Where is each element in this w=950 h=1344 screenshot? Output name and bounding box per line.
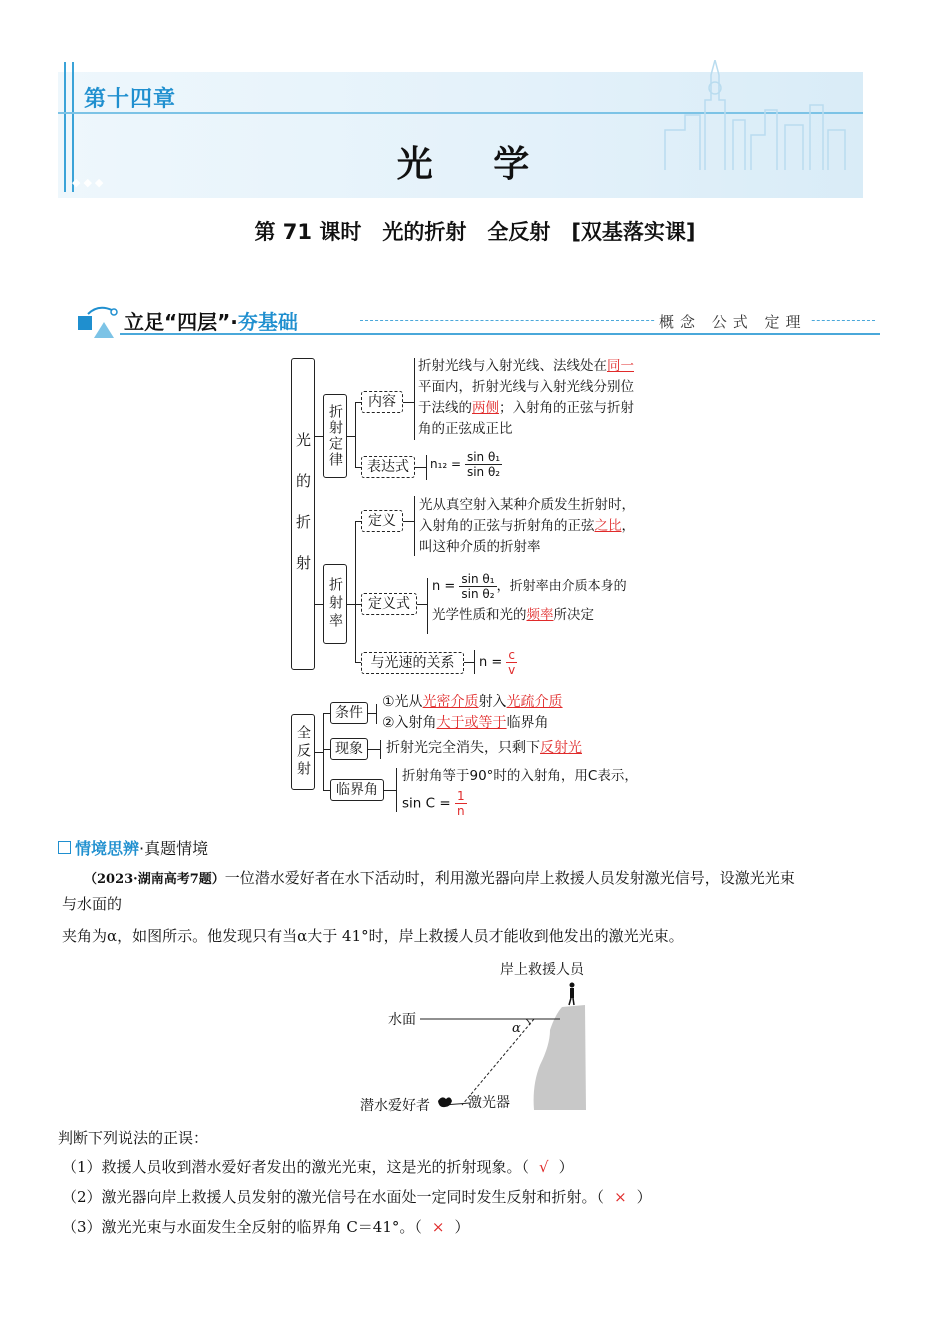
branch-law-label: 折射定律 [327,404,343,468]
text-run: 一位潜水爱好者在水下活动时，利用激光器向岸上救援人员发射激光信号，设激光光束 [224,869,795,887]
tir-phen-label: 现象 [330,738,368,760]
text-run: ；入射角的正弦与折射 [499,400,634,416]
mindmap-root [291,358,315,670]
judge-item-text: （2）激光器向岸上救援人员发射的激光信号在水面处一定同时发生反射和折射。（ [62,1188,605,1206]
text-run: n = [432,579,456,594]
tir-root-label: 全反射 [295,725,311,779]
judge-item [62,1216,469,1237]
answer-text: 光疏介质 [506,694,563,710]
bracket [414,496,415,556]
section-title-main: 立足“四层” [124,310,231,334]
connector [384,790,396,791]
section-title-dot: · [230,310,238,334]
text-run: 所决定 [553,607,594,623]
bracket [427,578,428,634]
fraction-denominator: n [456,804,465,818]
law-expression [430,450,502,479]
connector [347,604,355,605]
text-run: n = [479,655,503,670]
connector [403,521,414,522]
judge-answer-mark: × [431,1218,445,1236]
tir-cond-label: 条件 [330,702,368,724]
connector [323,713,330,714]
judge-item-end: ） [558,1158,574,1176]
fraction-denominator: sin θ₂ [461,587,495,601]
connector [323,749,330,750]
diamond-decoration-icon: ◆◆◆ [72,176,107,189]
section-icon [78,304,120,338]
text-run: 临界角 [506,715,549,731]
judge-item [62,1186,652,1207]
index-formula-label: 定义式 [361,593,417,615]
lesson-title: 第 71 课时 光的折射 全反射 [双基落实课] [254,220,696,244]
index-formula-text [432,572,672,626]
connector [368,749,380,750]
answer-text: 反射光 [540,740,582,756]
figure-alpha-label: α [512,1021,521,1036]
text-run: 平面内，折射光线与入射光线分别位 [418,379,634,395]
text-run: 射入 [478,694,507,710]
connector [347,436,355,437]
branch-law [323,394,347,478]
judge-instruction: 判断下列说法的正误： [58,1129,209,1147]
tir-root [291,714,315,790]
tir-crit-label: 临界角 [330,779,384,801]
answer-text: 同一 [607,358,634,374]
fraction-numerator: sin θ₁ [461,572,495,586]
text-run: sin C = [402,795,451,812]
bracket [414,358,415,440]
scenario-figure [350,955,610,1115]
text-run: 光从真空射入某种介质发生折射时， [419,497,635,513]
text-run: ①光从 [382,694,423,710]
section-tags: 概念 公式 定理 [655,311,811,332]
text-run: 角的正弦成正比 [418,421,513,437]
connector [315,436,323,437]
index-speed-formula [479,648,517,677]
fraction-numerator: c [508,648,516,662]
tir-phen-text [386,738,582,759]
text-run: 折射角等于90°时的入射角，用C表示， [402,768,638,784]
bracket [426,455,427,480]
answer-text: 之比 [594,518,622,534]
law-content-text [418,356,668,440]
judge-item-text: （1）救援人员收到潜水爱好者发出的激光光束，这是光的折射现象。（ [62,1158,530,1176]
law-content-label: 内容 [361,391,403,413]
text-run: ②入射角 [382,715,437,731]
connector [415,467,426,468]
tir-crit-text [402,766,638,818]
text-run: 与水面的 [62,895,123,913]
answer-text: 频率 [526,607,554,623]
fraction-numerator: 1 [456,789,465,803]
chapter-title: 光 学 [396,144,554,185]
connector [315,752,323,753]
text-run: 折射光线与入射光线、法线处在 [418,358,607,374]
index-speed-label: 与光速的关系 [361,652,464,674]
judge-item-end: ） [636,1188,652,1206]
judge-item-end: ） [454,1218,470,1236]
mindmap-root-label: 光的折射 [294,432,312,596]
section-title [124,306,298,335]
tir-cond-text [382,692,563,734]
index-def-label: 定义 [361,510,403,532]
connector [323,713,324,791]
scenario-header-rest: ·真题情境 [139,839,209,858]
figure-diver-label: 潜水爱好者 [360,1098,430,1114]
scenario-paragraph [62,866,892,948]
judge-answer-mark: √ [539,1158,549,1176]
fraction-numerator: sin θ₁ [466,450,501,464]
figure-drawing [350,955,610,1115]
checkbox-square-icon [58,841,71,854]
figure-laser-label: 激光器 [468,1095,510,1111]
text-run: n₁₂ = [430,457,462,471]
index-def-text [419,495,674,558]
connector [403,402,414,403]
text-run: 光学性质和光的 [432,607,527,623]
text-run: 于法线的 [418,400,472,416]
bracket [474,650,475,674]
connector [355,521,356,663]
text-run: 夹角为α，如图所示。他发现只有当α大于 41°时，岸上救援人员才能收到他发出的激光光束。 [62,927,684,945]
answer-text: 两侧 [472,400,499,416]
answer-text: 大于或等于 [436,715,507,731]
judge-item-text: （3）激光光束与水面发生全反射的临界角 C＝41°。（ [62,1218,422,1236]
branch-index [323,564,347,644]
law-expr-label: 表达式 [361,456,415,478]
chapter-label: 第十四章 [84,87,177,112]
bracket [396,768,397,812]
connector [315,604,323,605]
figure-rescuer-label: 岸上救援人员 [500,962,584,978]
connector [323,790,330,791]
bracket [376,704,377,724]
connector [464,662,474,663]
answer-text: 光密介质 [422,694,479,710]
branch-index-label: 折射率 [327,577,343,631]
bracket [380,740,381,759]
connector [355,402,356,468]
fraction-denominator: sin θ₂ [466,465,501,479]
text-run: ，折射率由介质本身的 [496,579,627,594]
judge-answer-mark: × [614,1188,627,1206]
connector [417,604,427,605]
text-run: 叫这种介质的折射率 [419,539,541,555]
question-source: （2023·湖南高考7题） [84,872,225,887]
text-run: 入射角的正弦与折射角的正弦 [419,518,595,534]
connector [368,713,376,714]
text-run: 折射光完全消失，只剩下 [386,740,540,756]
text-run: ， [621,518,635,534]
figure-water-label: 水面 [388,1012,416,1028]
scenario-header-accent: 情境思辨 [75,839,140,858]
section-title-accent: 夯基础 [237,310,298,334]
scenario-header [58,836,208,859]
fraction-denominator: v [508,663,516,677]
judge-item [62,1156,574,1177]
